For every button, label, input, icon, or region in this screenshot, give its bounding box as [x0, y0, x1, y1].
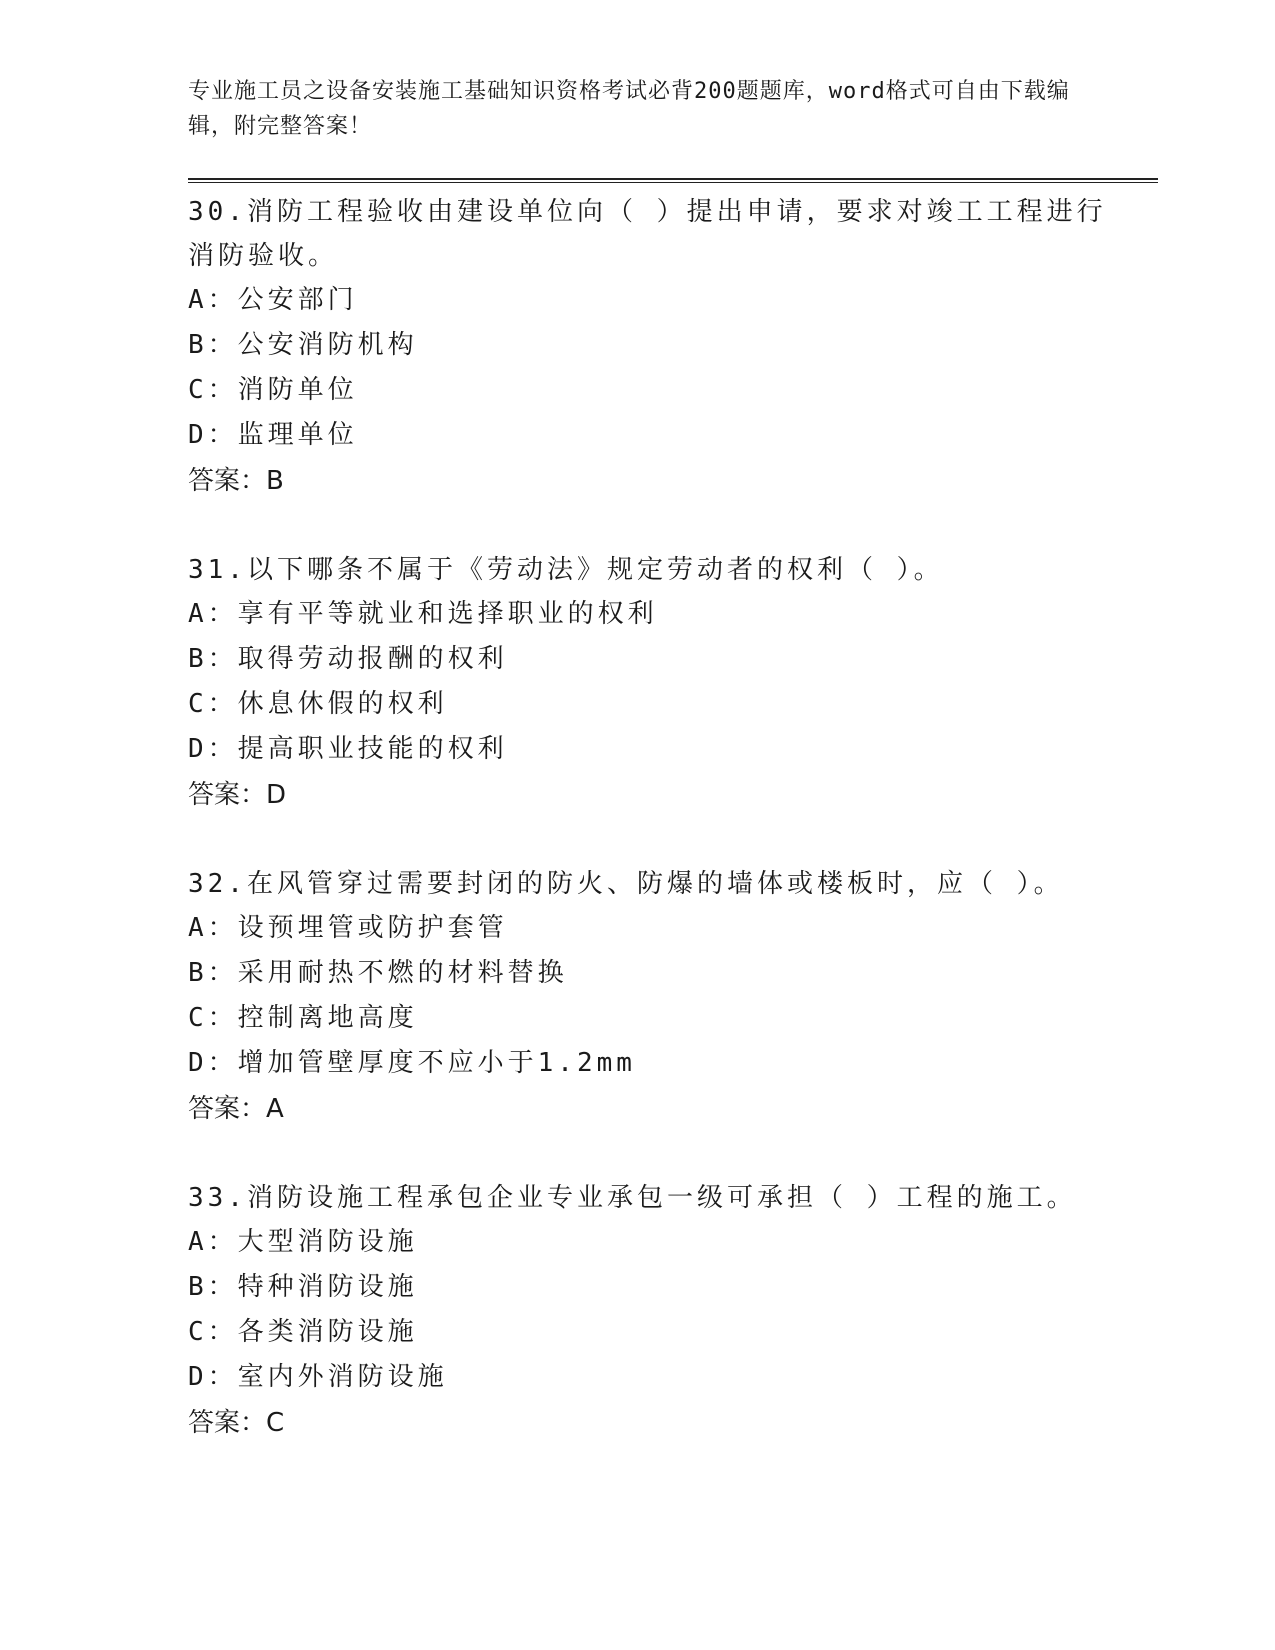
option-c: C：休息休假的权利 [188, 689, 448, 719]
option-c: C：控制离地高度 [188, 1003, 418, 1033]
option-b: B：公安消防机构 [188, 330, 418, 360]
header-divider [188, 178, 1158, 183]
option-d: D：提高职业技能的权利 [188, 734, 508, 764]
option-d: D：室内外消防设施 [188, 1362, 448, 1392]
option-b: B：特种消防设施 [188, 1272, 418, 1302]
question-item [188, 190, 1118, 504]
option-b: B：取得劳动报酬的权利 [188, 644, 508, 674]
document-title: 专业施工员之设备安装施工基础知识资格考试必背200题题库，word格式可自由下载编辑，附完整答案！ [188, 79, 1070, 139]
document-header [188, 74, 1088, 144]
question-stem: 32.在风管穿过需要封闭的防火、防爆的墙体或楼板时，应（ ）。 [188, 869, 1064, 899]
answer-line: 答案：A [188, 1094, 284, 1124]
option-b: B：采用耐热不燃的材料替换 [188, 958, 568, 988]
question-stem: 33.消防设施工程承包企业专业承包一级可承担（ ）工程的施工。 [188, 1183, 1077, 1213]
option-c: C：各类消防设施 [188, 1317, 418, 1347]
option-c: C：消防单位 [188, 375, 358, 405]
question-list [188, 190, 1118, 1490]
question-item [188, 862, 1118, 1132]
option-a: A：享有平等就业和选择职业的权利 [188, 599, 658, 629]
question-item [188, 1176, 1118, 1446]
question-stem: 31.以下哪条不属于《劳动法》规定劳动者的权利（ ）。 [188, 555, 944, 585]
option-a: A：设预埋管或防护套管 [188, 913, 508, 943]
answer-line: 答案：D [188, 780, 287, 810]
answer-line: 答案：B [188, 466, 284, 496]
question-item [188, 548, 1118, 818]
option-a: A：大型消防设施 [188, 1227, 418, 1257]
option-d: D：监理单位 [188, 420, 358, 450]
option-a: A：公安部门 [188, 285, 358, 315]
answer-line: 答案：C [188, 1408, 285, 1438]
option-d: D：增加管壁厚度不应小于1.2mm [188, 1048, 636, 1078]
question-stem: 30.消防工程验收由建设单位向（ ）提出申请，要求对竣工工程进行消防验收。 [188, 197, 1107, 271]
